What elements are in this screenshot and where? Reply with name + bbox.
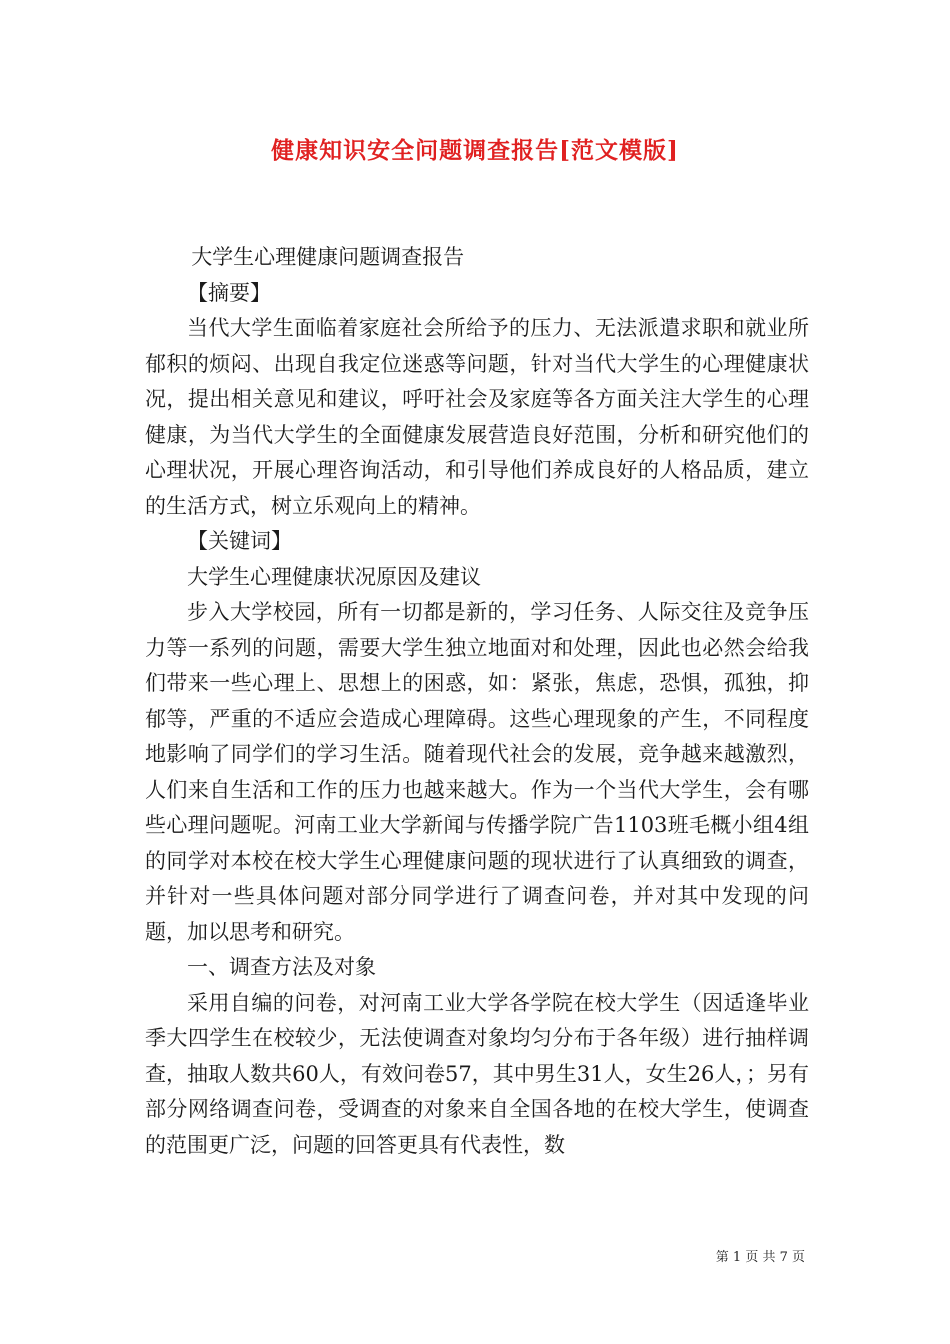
intro-paragraph: 步入大学校园，所有一切都是新的，学习任务、人际交往及竞争压力等一系列的问题，需要大学生独立地面对和处理，因此也必然会给我们带来一些心理上、思想上的困惑，如：紧张，焦虑，恐惧，孤独，抑郁等，严重的不适应会造成心理障碍。这些心理现象的产生，不同程度地影响了同学们的学习生活。随着现代社会的发展，竞争越来越激烈，人们来自生活和工作的压力也越来越大。作为一个当代大学生，会有哪些心理问题呢。河南工业大学新闻与传播学院广告1103班毛概小组4组的同学对本校在校大学生心理健康问题的现状进行了认真细致的调查，并针对一些具体问题对部分同学进行了调查问卷，并对其中发现的问题，加以思考和研究。 [145, 600, 809, 944]
abstract-paragraph: 当代大学生面临着家庭社会所给予的压力、无法派遣求职和就业所郁积的烦闷、出现自我定位迷惑等问题，针对当代大学生的心理健康状况，提出相关意见和建议，呼吁社会及家庭等各方面关注大学生的心理健康，为当代大学生的全面健康发展营造良好范围，分析和研究他们的心理状况，开展心理咨询活动，和引导他们养成良好的人格品质，建立的生活方式，树立乐观向上的精神。 [145, 316, 809, 518]
document-body [145, 240, 809, 1163]
section1-heading: 一、调查方法及对象 [187, 955, 376, 979]
report-subtitle: 大学生心理健康问题调查报告 [191, 245, 465, 269]
keywords-paragraph: 大学生心理健康状况原因及建议 [187, 564, 481, 589]
keywords-heading: 【关键词】 [187, 529, 292, 553]
document-title: 健康知识安全问题调查报告[范文模版] [271, 137, 679, 164]
section1-paragraph: 采用自编的问卷，对河南工业大学各学院在校大学生（因适逢毕业季大四学生在校较少，无法使调查对象均匀分布于各年级）进行抽样调查，抽取人数共60人，有效问卷57，其中男生31人，女生26人，；另有部分网络调查问卷，受调查的对象来自全国各地的在校大学生，使调查的范围更广泛，问题的回答更具有代表性，数 [145, 990, 809, 1157]
abstract-heading: 【摘要】 [187, 280, 271, 305]
page-number-footer: 第 1 页 共 7 页 [715, 1250, 805, 1265]
